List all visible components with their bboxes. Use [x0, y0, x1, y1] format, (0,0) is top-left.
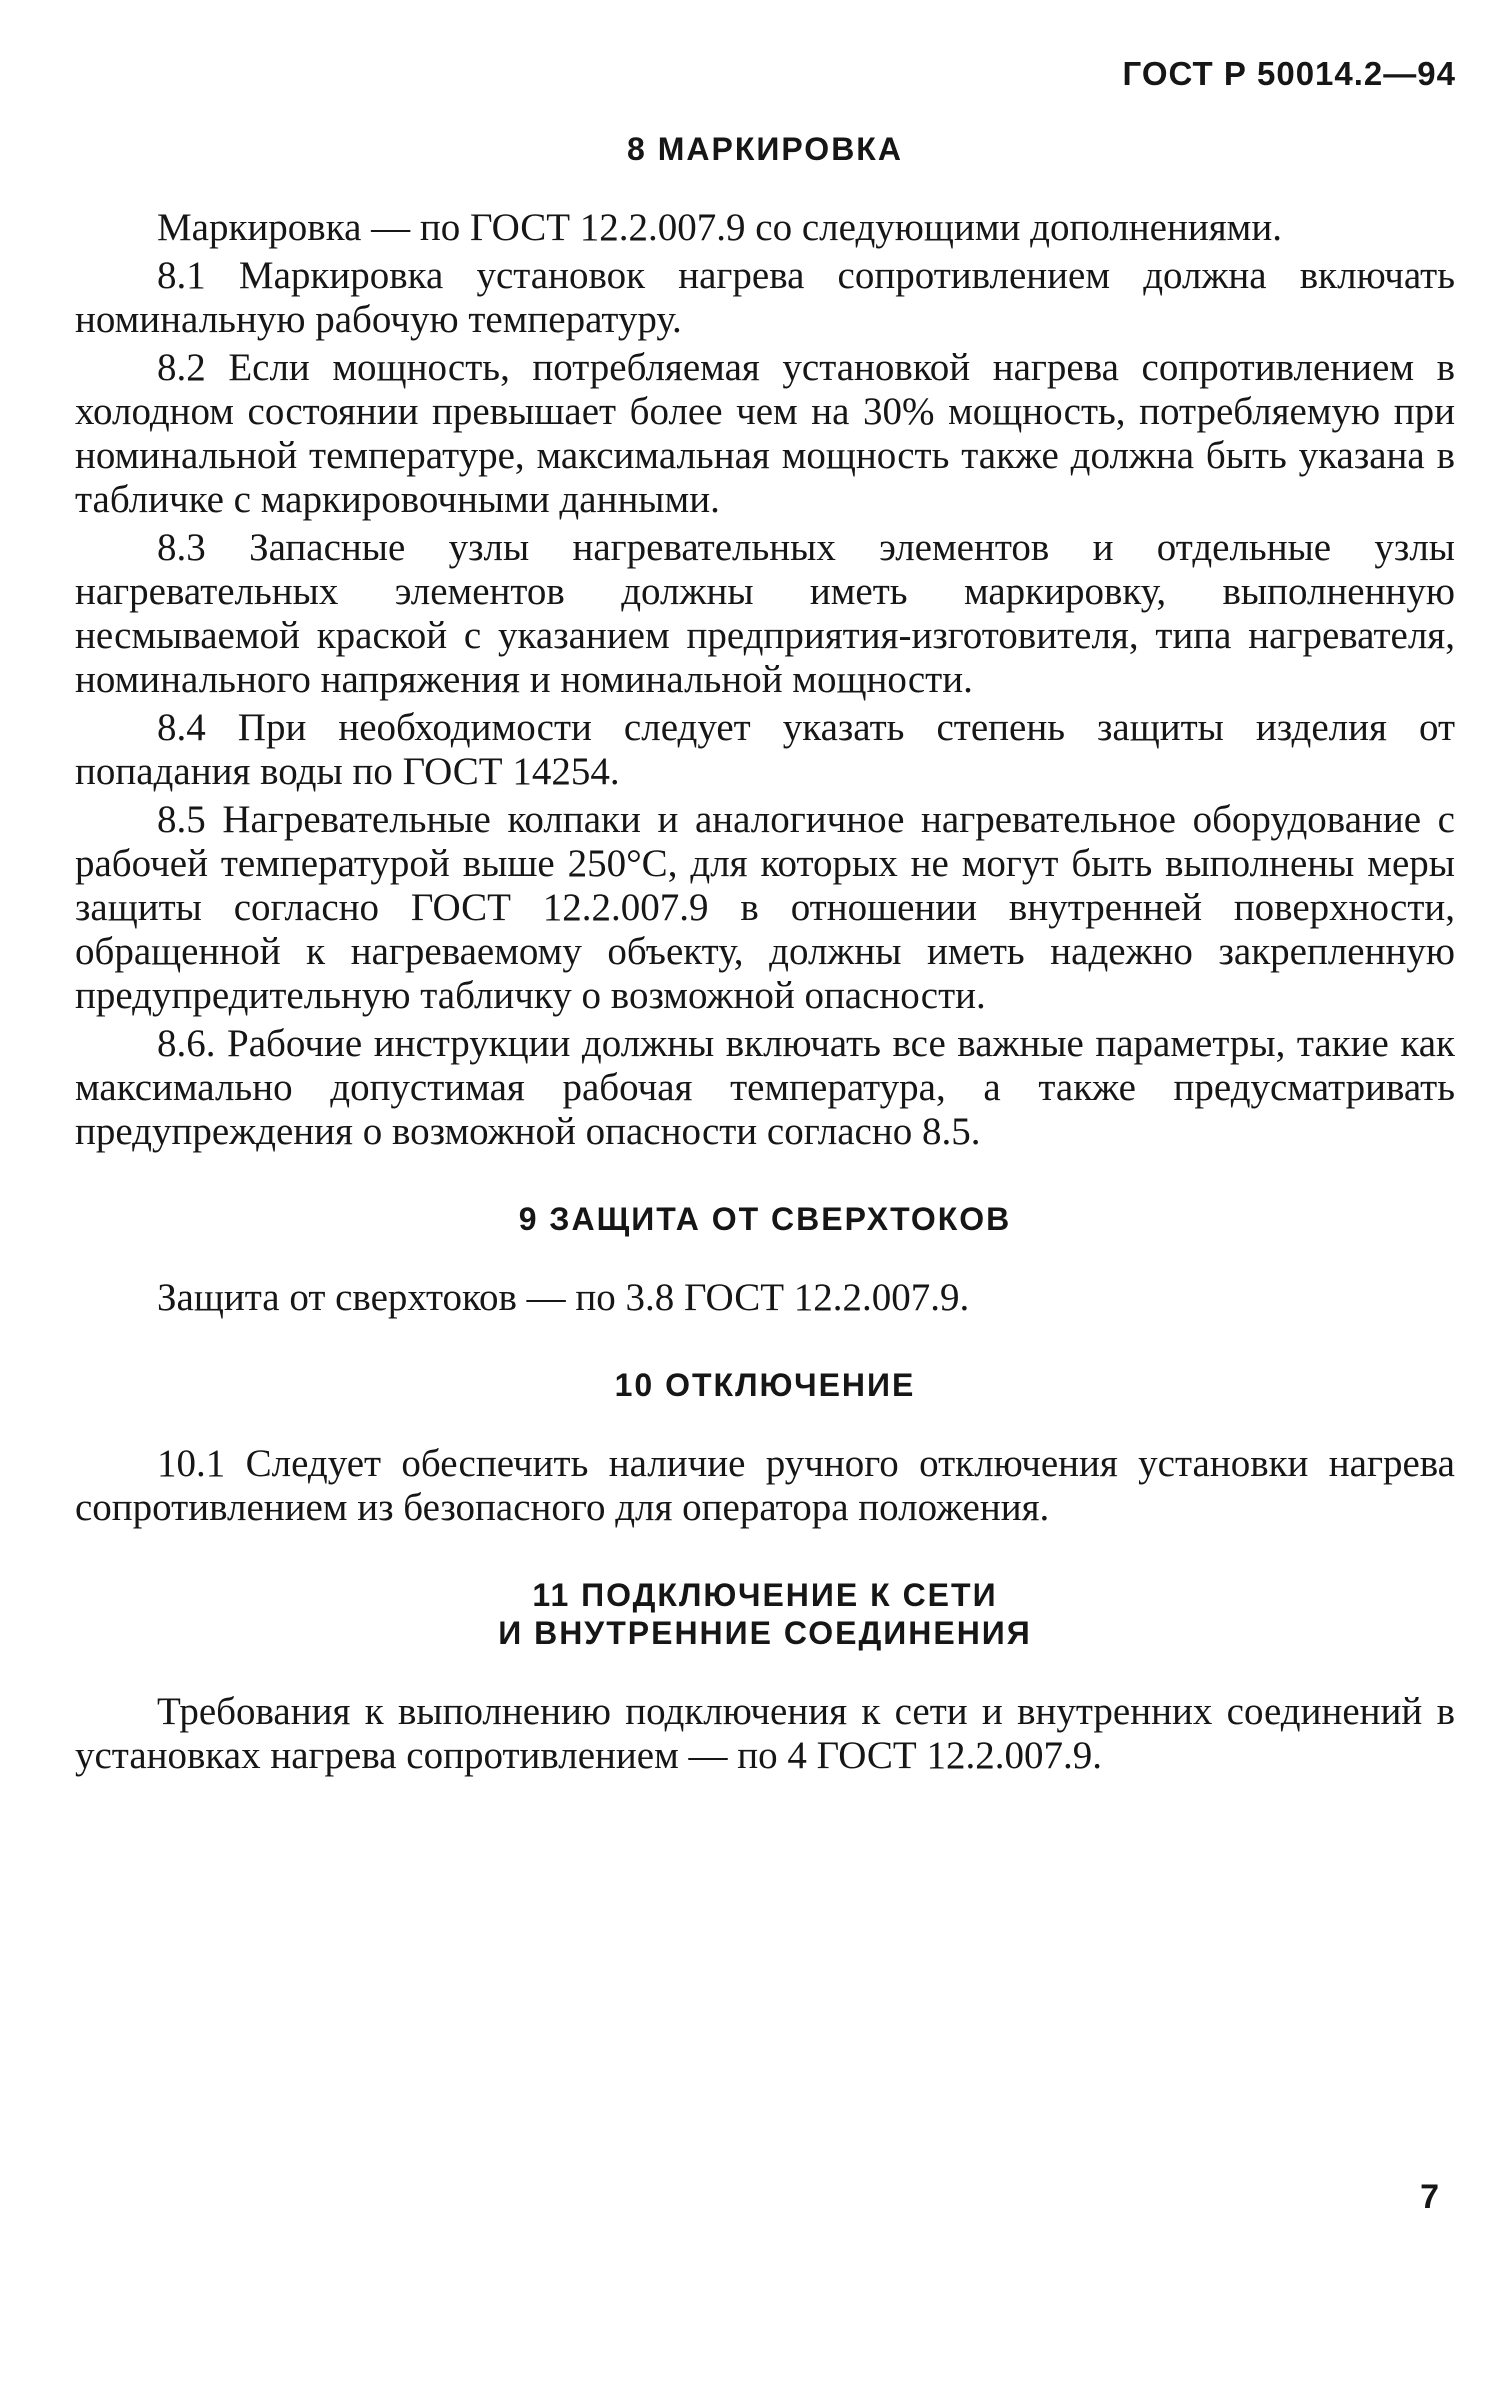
paragraph: Защита от сверхтоков — по 3.8 ГОСТ 12.2.007.9.	[157, 1276, 970, 1319]
section-title-line: 11 ПОДКЛЮЧЕНИЕ К СЕТИ	[532, 1577, 998, 1613]
section-title: 8 МАРКИРОВКА	[627, 131, 903, 167]
section-10-disconnection	[75, 1366, 1455, 1530]
page-number: 7	[1420, 2178, 1439, 2216]
paragraph: 8.3 Запасные узлы нагревательных элементов и отдельные узлы нагревательных элементов должны иметь маркировку, выполненную несмываемой краской с указанием предприятия-изготовителя, типа нагревателя, номинального напряжения и номинальной мощности.	[75, 526, 1455, 701]
paragraph: Требования к выполнению подключения к сети и внутренних соединений в установках нагрева сопротивлением — по 4 ГОСТ 12.2.007.9.	[75, 1690, 1455, 1777]
page-content	[75, 130, 1455, 1778]
section-9-overcurrent-protection	[75, 1200, 1455, 1320]
paragraph: Маркировка — по ГОСТ 12.2.007.9 со следующими дополнениями.	[157, 206, 1282, 249]
section-title: 9 ЗАЩИТА ОТ СВЕРХТОКОВ	[518, 1201, 1012, 1237]
section-title-line: И ВНУТРЕННИЕ СОЕДИНЕНИЯ	[498, 1615, 1032, 1651]
document-code-header: ГОСТ Р 50014.2—94	[1122, 55, 1456, 92]
section-title	[75, 1576, 1455, 1652]
paragraph: 8.2 Если мощность, потребляемая установкой нагрева сопротивлением в холодном состоянии превышает более чем на 30% мощность, потребляемую при номинальной температуре, максимальная мощность также должна быть указана в табличке с маркировочными данными.	[75, 346, 1455, 521]
paragraph: 8.1 Маркировка установок нагрева сопротивлением должна включать номинальную рабочую температуру.	[75, 254, 1455, 341]
paragraph: 8.5 Нагревательные колпаки и аналогичное нагревательное оборудование с рабочей температурой выше 250°С, для которых не могут быть выполнены меры защиты согласно ГОСТ 12.2.007.9 в отношении внутренней поверхности, обращенной к нагреваемому объекту, должны иметь надежно закрепленную предупредительную табличку о возможной опасности.	[75, 798, 1455, 1017]
section-8-marking	[75, 130, 1455, 1154]
section-title: 10 ОТКЛЮЧЕНИЕ	[614, 1367, 916, 1403]
paragraph: 10.1 Следует обеспечить наличие ручного отключения установки нагрева сопротивлением из безопасного для оператора положения.	[75, 1442, 1455, 1529]
paragraph: 8.6. Рабочие инструкции должны включать все важные параметры, такие как максимально допустимая рабочая температура, а также предусматривать предупреждения о возможной опасности согласно 8.5.	[75, 1022, 1455, 1153]
paragraph: 8.4 При необходимости следует указать степень защиты изделия от попадания воды по ГОСТ 14254.	[75, 706, 1455, 793]
section-11-mains-connection	[75, 1576, 1455, 1778]
